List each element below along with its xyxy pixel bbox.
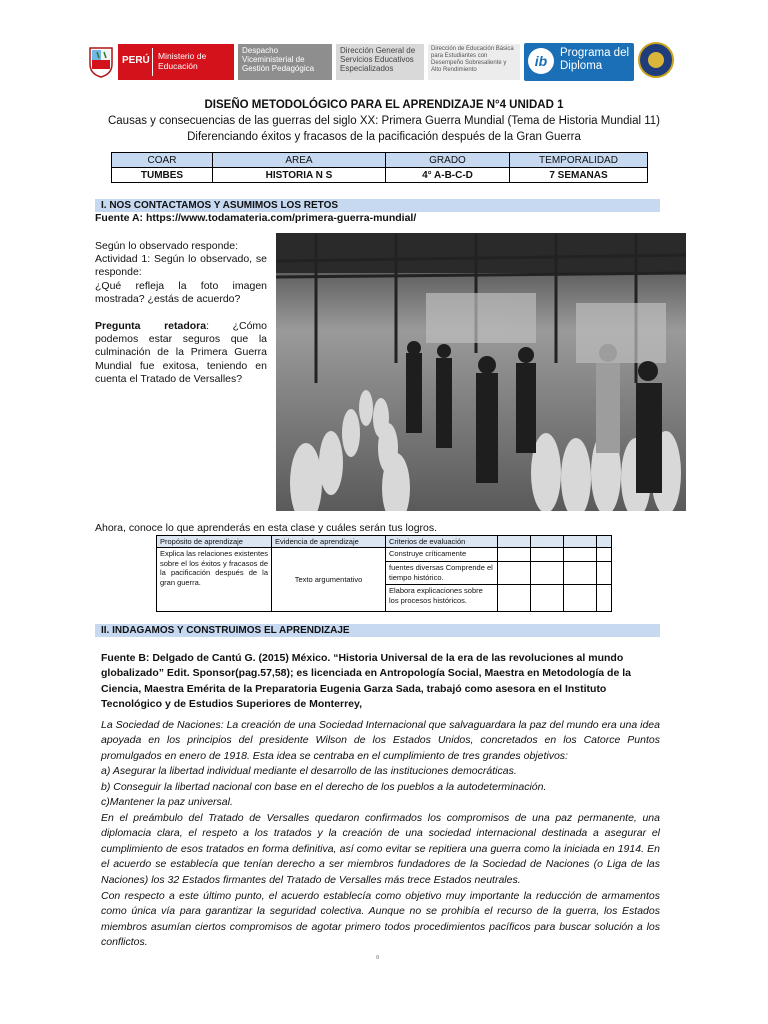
evidence-cell: Texto argumentativo bbox=[272, 548, 386, 612]
document-subtitle: Causas y consecuencias de las guerras del siglo XX: Primera Guerra Mundial (Tema de Historia Mundial 11) bbox=[107, 115, 661, 127]
challenge-label: Pregunta retadora bbox=[95, 320, 207, 332]
criteria-cell: fuentes diversas Comprende el tiempo histórico. bbox=[386, 562, 498, 585]
table-header: GRADO bbox=[386, 153, 510, 168]
footer-mark: ¤ bbox=[376, 955, 380, 961]
table-header: Propósito de aprendizaje bbox=[157, 536, 272, 548]
document-subtitle-2: Diferenciando éxitos y fracasos de la pacificación después de la Gran Guerra bbox=[187, 131, 581, 143]
paragraph: a) Asegurar la libertad individual mediante el desarrollo de las instituciones democráticas. bbox=[101, 765, 517, 777]
paragraph: La Sociedad de Naciones: La creación de una Sociedad Internacional que salvaguardara la paz del mundo era una idea apoyada en los principios del presidente Wilson de los Estados Unidos, concretados en los Catorce Puntos promulgados en enero de 1918. Esta idea se centraba en el cumplimiento de tres grandes objetivos: bbox=[101, 719, 660, 762]
ministry-logo bbox=[118, 44, 234, 80]
paragraph: Con respecto a este último punto, el acuerdo establecía como objetivo muy importante la reducción de armamentos como única vía para garantizar la seguridad colectiva. Aunque no se prohibía el recurso de la guerra, los Estados miembros asumían ciertos compromisos de agotar primero todos procedimientos pacíficos para buscar solución a los conflictos. bbox=[101, 890, 660, 949]
activity-question: ¿Qué refleja la foto imagen mostrada? ¿estás de acuerdo? bbox=[95, 280, 267, 306]
header-logo-bar bbox=[88, 42, 674, 82]
ministry-label: Ministerio de Educación bbox=[158, 51, 207, 71]
observe-prompt: Según lo observado responde: bbox=[95, 240, 239, 252]
paragraph: c)Mantener la paz universal. bbox=[101, 796, 233, 808]
criteria-cell: Construye críticamente bbox=[386, 548, 498, 562]
document-title: DISEÑO METODOLÓGICO PARA EL APRENDIZAJE N°4 UNIDAD 1 bbox=[204, 99, 564, 111]
ib-diploma-logo bbox=[524, 43, 634, 81]
learning-table bbox=[156, 535, 612, 612]
office3-logo: Dirección de Educación Básica para Estudiantes con Desempeño Sobresaliente y Alto Rendimiento bbox=[428, 44, 520, 80]
country-label: PERÚ bbox=[122, 55, 150, 66]
table-cell: HISTORIA N S bbox=[213, 168, 386, 183]
challenge-question bbox=[95, 320, 267, 386]
section2-heading: II. INDAGAMOS Y CONSTRUIMOS EL APRENDIZAJE bbox=[95, 624, 660, 637]
paragraph: En el preámbulo del Tratado de Versalles quedaron confirmados los compromisos de una paz permanente, una diplomacia clara, el respeto a los tratados y la creación de una sociedad internacional destinada a asegurar el cumplimiento de esos tratados en forma definitiva, así como evitar se repitiera una guerra como la iniciada en 1914. En el acuerdo se establecía que tenían derecho a ser miembros fundadores de la Sociedad de Naciones (o Liga de las Naciones) los 32 Estados firmantes del Tratado de Versalles más trece Estados neutrales. bbox=[101, 812, 660, 886]
source-b: Fuente B: Delgado de Cantú G. (2015) México. “Historia Universal de la era de las revoluciones al mundo globalizado” Edit. Sponsor(pag.57,58); es licenciada en Antropología Social, Maestra en Metodología de la Ciencia, Maestra Emérita de la Preparatoria Eugenia Garza Sada, trabajó como asesora en el Instituto Tecnológico y de Estudios Superiores de Monterrey, bbox=[101, 652, 631, 711]
office2-logo: Dirección General de Servicios Educativos Especializados bbox=[336, 44, 424, 80]
table-header: COAR bbox=[112, 153, 213, 168]
office1-logo: Despacho Viceministerial de Gestión Pedagógica bbox=[238, 44, 332, 80]
now-learn-text: Ahora, conoce lo que aprenderás en esta clase y cuáles serán tus logros. bbox=[95, 522, 438, 534]
ib-mark: ib bbox=[528, 48, 554, 74]
table-header: Criterios de evaluación bbox=[386, 536, 498, 548]
table-header: AREA bbox=[213, 153, 386, 168]
table-cell: 4° A-B-C-D bbox=[386, 168, 510, 183]
peru-coat-of-arms-icon bbox=[88, 46, 114, 78]
activity-1: Actividad 1: Según lo observado, se responde: bbox=[95, 253, 267, 279]
institution-seal-icon bbox=[638, 42, 674, 78]
criteria-cell: Elabora explicaciones sobre los procesos históricos. bbox=[386, 585, 498, 612]
table-cell: 7 SEMANAS bbox=[510, 168, 648, 183]
ww1-factory-photo bbox=[276, 233, 686, 511]
table-header: Evidencia de aprendizaje bbox=[272, 536, 386, 548]
section1-heading: I. NOS CONTACTAMOS Y ASUMIMOS LOS RETOS bbox=[95, 199, 660, 212]
challenge-text: : ¿Cómo podemos estar seguros que la culminación de la Primera Guerra Mundial fue exitosa, teniendo en cuenta el Tratado de Versalles? bbox=[95, 320, 267, 385]
paragraph: b) Conseguir la libertad nacional con base en el derecho de los pueblos a la autodeterminación. bbox=[101, 781, 547, 793]
course-info-table bbox=[111, 152, 648, 183]
source-a[interactable]: Fuente A: https://www.todamateria.com/primera-guerra-mundial/ bbox=[95, 212, 417, 224]
program-label: Programa del Diploma bbox=[560, 47, 630, 72]
purpose-cell: Explica las relaciones existentes sobre el los éxitos y fracasos de la pacificación después de la gran guerra. bbox=[157, 548, 272, 612]
table-header: TEMPORALIDAD bbox=[510, 153, 648, 168]
table-cell: TUMBES bbox=[112, 168, 213, 183]
